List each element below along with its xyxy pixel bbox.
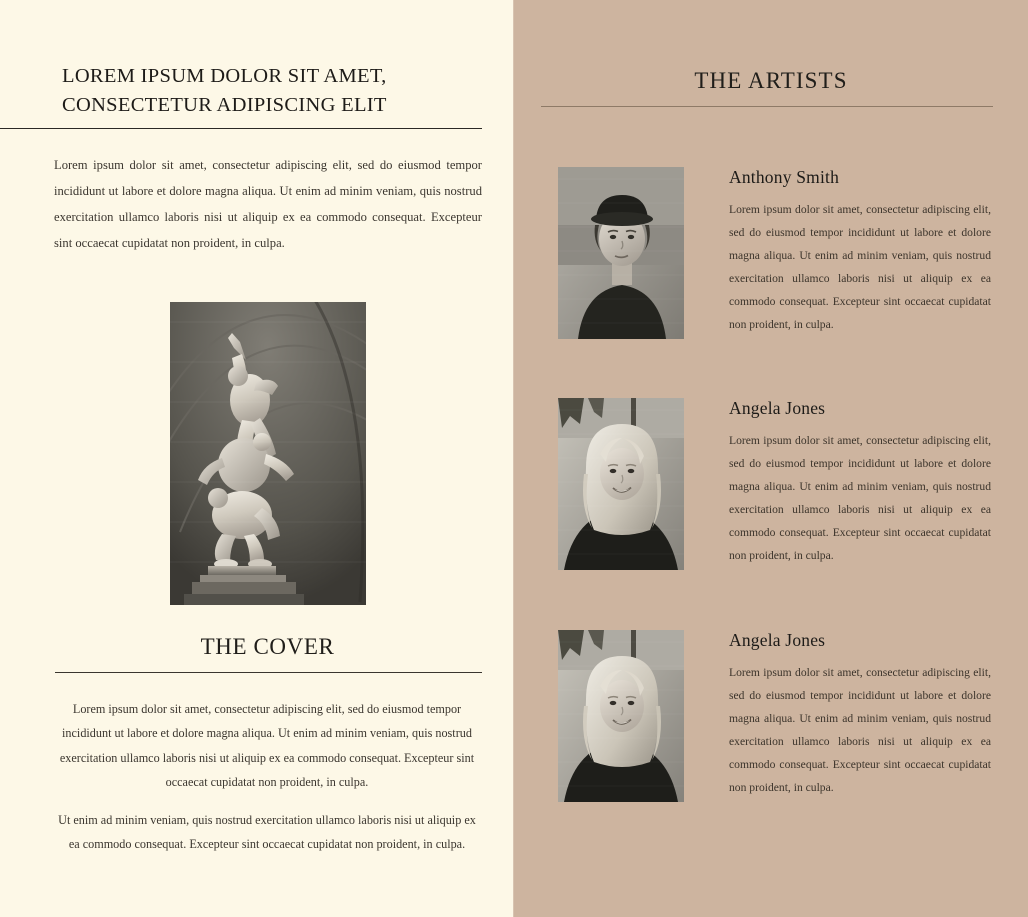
list-item: [558, 630, 1010, 802]
intro-paragraph: Lorem ipsum dolor sit amet, consectetur adipiscing elit, sed do eiusmod tempor incididunt ut labore et dolore magna aliqua. Ut enim ad minim veniam, quis nostrud exercitation ullamco laboris nisi ut aliquip ex ea commodo consequat. Excepteur sint occaecat cupidatat non proident, in culpa.: [54, 158, 482, 250]
artist-bio: Lorem ipsum dolor sit amet, consectetur adipiscing elit, sed do eiusmod tempor incididunt ut labore et dolore magna aliqua. Ut enim ad minim veniam, quis nostrud exercitation ullamco laboris nisi ut aliquip ex ea commodo consequat. Excepteur sint occaecat cupidatat non proident, in culpa.: [729, 666, 991, 794]
portrait-anthony-smith: [558, 167, 684, 339]
artist-info: [684, 398, 991, 570]
artist-bio: Lorem ipsum dolor sit amet, consectetur adipiscing elit, sed do eiusmod tempor incididunt ut labore et dolore magna aliqua. Ut enim ad minim veniam, quis nostrud exercitation ullamco laboris nisi ut aliquip ex ea commodo consequat. Excepteur sint occaecat cupidatat non proident, in culpa.: [729, 434, 991, 562]
artist-name: Angela Jones: [729, 630, 826, 650]
portrait-angela-jones: [558, 398, 684, 570]
list-item: [558, 167, 1010, 339]
page-gutter-divider: [513, 0, 514, 917]
artists-divider: [541, 106, 993, 107]
title-divider: [0, 128, 482, 129]
portrait-photo: [558, 630, 684, 802]
list-item: [558, 398, 1010, 570]
portrait-photo: [558, 167, 684, 339]
cover-heading: THE COVER: [200, 634, 335, 659]
statue-image: [170, 302, 366, 605]
statue-illustration: [170, 302, 366, 605]
artist-info: [684, 630, 991, 802]
page-title: LOREM IPSUM DOLOR SIT AMET, CONSECTETUR ADIPISCING ELIT: [62, 65, 387, 117]
artist-name: Angela Jones: [729, 398, 826, 418]
cover-divider: [55, 672, 482, 673]
artists-heading: THE ARTISTS: [694, 68, 848, 93]
portrait-angela-jones: [558, 630, 684, 802]
artist-bio: Lorem ipsum dolor sit amet, consectetur adipiscing elit, sed do eiusmod tempor incididunt ut labore et dolore magna aliqua. Ut enim ad minim veniam, quis nostrud exercitation ullamco laboris nisi ut aliquip ex ea commodo consequat. Excepteur sint occaecat cupidatat non proident, in culpa.: [729, 203, 991, 331]
right-page: [514, 0, 1028, 917]
cover-paragraph-2: Ut enim ad minim veniam, quis nostrud exercitation ullamco laboris nisi ut aliquip ex ea commodo consequat. Excepteur sint occaecat cupidatat non proident, in culpa.: [58, 813, 476, 852]
artist-info: [684, 167, 991, 339]
portrait-photo: [558, 398, 684, 570]
artist-name: Anthony Smith: [729, 167, 840, 187]
cover-paragraph-1: Lorem ipsum dolor sit amet, consectetur adipiscing elit, sed do eiusmod tempor incididunt ut labore et dolore magna aliqua. Ut enim ad minim veniam, quis nostrud exercitation ullamco laboris nisi ut aliquip ex ea commodo consequat. Excepteur sint occaecat cupidatat non proident, in culpa.: [59, 702, 475, 790]
